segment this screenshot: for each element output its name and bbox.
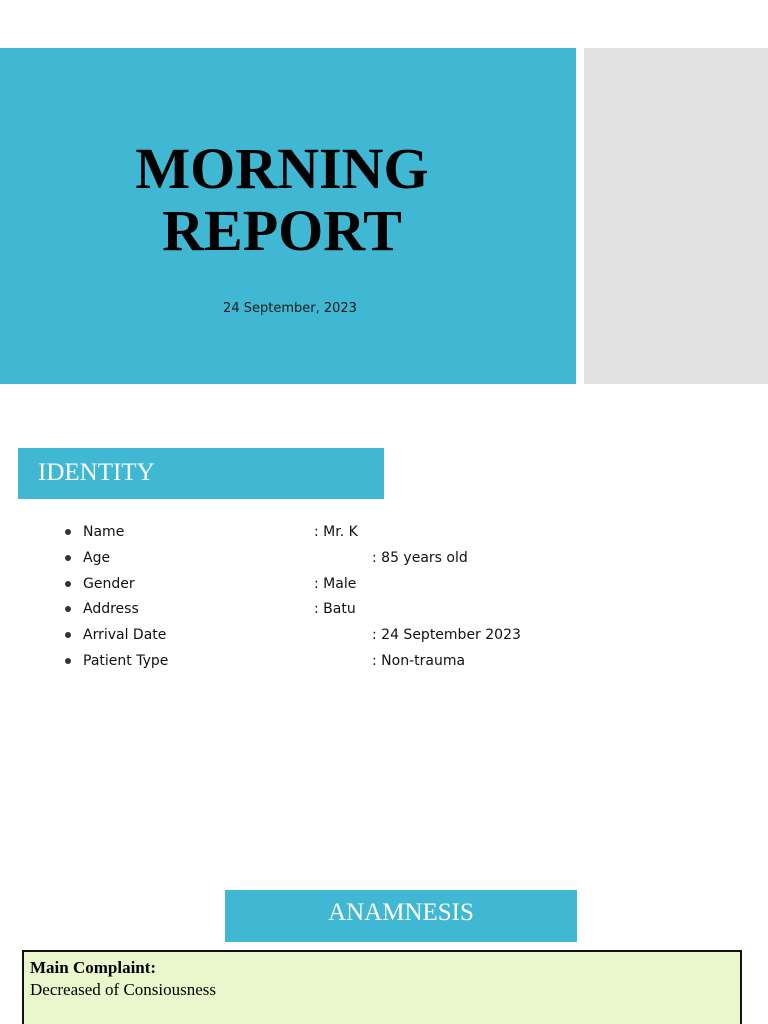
anamnesis-heading: ANAMNESIS (328, 899, 474, 926)
identity-heading: IDENTITY (38, 459, 155, 486)
list-item-address (0, 597, 768, 623)
identity-heading-bar (18, 448, 384, 499)
report-date: 24 September, 2023 (223, 301, 357, 316)
bullet-icon (65, 555, 71, 561)
report-title-line1: MORNING (135, 136, 429, 201)
identity-value: : Male (314, 575, 357, 592)
side-panel (584, 48, 768, 384)
list-item-gender (0, 572, 768, 598)
identity-label: Age (83, 549, 111, 566)
list-item-patient-type (0, 649, 768, 675)
identity-value: : 85 years old (372, 549, 468, 566)
report-title (0, 138, 564, 262)
list-item-age (0, 546, 768, 572)
main-complaint-box (22, 950, 742, 1024)
bullet-icon (65, 581, 71, 587)
bullet-icon (65, 658, 71, 664)
bullet-icon (65, 529, 71, 535)
identity-value: : 24 September 2023 (372, 627, 521, 644)
main-complaint-label: Main Complaint: (30, 958, 157, 977)
identity-list (0, 520, 768, 675)
identity-value: : Non-trauma (372, 652, 466, 669)
identity-label: Address (83, 601, 139, 618)
bullet-icon (65, 606, 71, 612)
list-item-arrival-date (0, 623, 768, 649)
bullet-icon (65, 632, 71, 638)
identity-value: : Batu (314, 601, 356, 618)
main-complaint-text: Decreased of Consiousness (30, 980, 217, 999)
identity-label: Gender (83, 575, 135, 592)
identity-label: Patient Type (83, 652, 169, 669)
identity-label: Arrival Date (83, 627, 167, 644)
list-item-name (0, 520, 768, 546)
anamnesis-heading-bar (225, 890, 577, 942)
report-title-line2: REPORT (162, 198, 402, 263)
identity-value: : Mr. K (314, 524, 358, 540)
identity-label: Name (83, 524, 125, 540)
